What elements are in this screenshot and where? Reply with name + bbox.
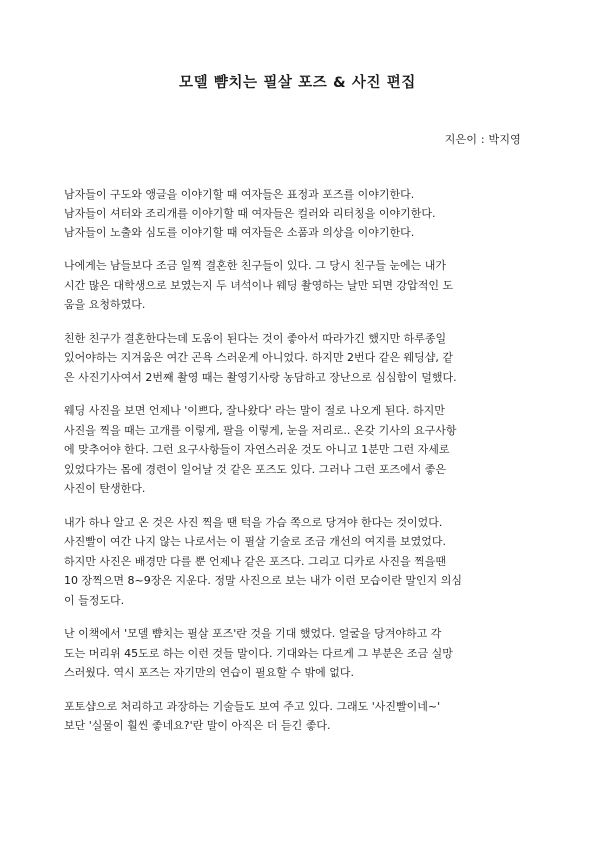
paragraph: 친한 친구가 결혼한다는데 도움이 된다는 것이 좋아서 따라가긴 했지만 하루종일 있어야하는 지겨움은 여간 곤욕 스러운게 아니었다. 하지만 2번다 같은 웨딩샵, 같 은 사진기사여서 2번째 촬영 때는 촬영기사랑 농담하고 장난으로 심심함이 덜했다. — [64, 331, 457, 384]
paragraph: 내가 하나 알고 온 것은 사진 찍을 땐 턱을 가슴 쪽으로 당겨야 한다는 것이었다. 사진빨이 여간 나지 않는 나로서는 이 필살 기술로 조금 개선의 여지를 보였었다. 하지만 사진은 배경만 다를 뿐 언제나 같은 포즈다. 그리고 디카로 사진을 찍을땐 10 장찍으면 8~9장은 지운다. 정말 사진으로 보는 내가 이런 모습이란 말인지 의심 이 들정도다. — [64, 515, 462, 607]
paragraph: 웨딩 사진을 보면 언제나 '이쁘다, 잘나왔다' 라는 말이 절로 나오게 된다. 하지만 사진을 찍을 때는 고개를 이렇게, 팔을 이렇게, 눈을 저리로.. 온갖 기사의 요구사항 에 맞추어야 한다. 그런 요구사항들이 자연스러운 것도 아니고 1분만 그런 자세로 있었다가는 몸에 경련이 일어날 것 같은 포즈도 있다. 그러나 그런 포즈에서 좋은 사진이 탄생한다. — [64, 404, 457, 495]
intro-block — [64, 185, 532, 242]
paragraph: 난 이책에서 '모델 뺨치는 필살 포즈'란 것을 기대 했었다. 얼굴을 당겨야하고 각 도는 머리위 45도로 하는 이런 것들 말이다. 기대와는 다르게 그 부분은 조금 실망 스러웠다. 역시 포즈는 자기만의 연습이 필요할 수 밖에 없다. — [64, 627, 453, 679]
author-line: 지은이 : 박지영 — [444, 133, 521, 146]
intro-line: 남자들이 노출와 심도를 이야기할 때 여자들은 소품과 의상을 이야기한다. — [64, 226, 415, 239]
document-title: 모델 뺨치는 필살 포즈 & 사진 편집 — [178, 75, 417, 91]
intro-line: 남자들이 셔터와 조리개를 이야기할 때 여자들은 컬러와 리터칭을 이야기한다. — [64, 207, 436, 220]
paragraph: 나에게는 남들보다 조금 일찍 결혼한 친구들이 있다. 그 당시 친구들 눈에는 내가 시간 많은 대학생으로 보였는지 두 녀석이나 웨딩 촬영하는 날만 되면 강압적인 도 움을 요청하였다. — [64, 259, 454, 311]
intro-line: 남자들이 구도와 앵글을 이야기할 때 여자들은 표정과 포즈를 이야기한다. — [64, 188, 415, 201]
document-body — [64, 185, 532, 750]
paragraph: 포토샵으로 처리하고 과장하는 기술들도 보여 주고 있다. 그래도 '사진빨이네~' 보단 '실물이 훨씬 좋네요?'란 말이 아직은 더 듣긴 좋다. — [64, 699, 441, 732]
